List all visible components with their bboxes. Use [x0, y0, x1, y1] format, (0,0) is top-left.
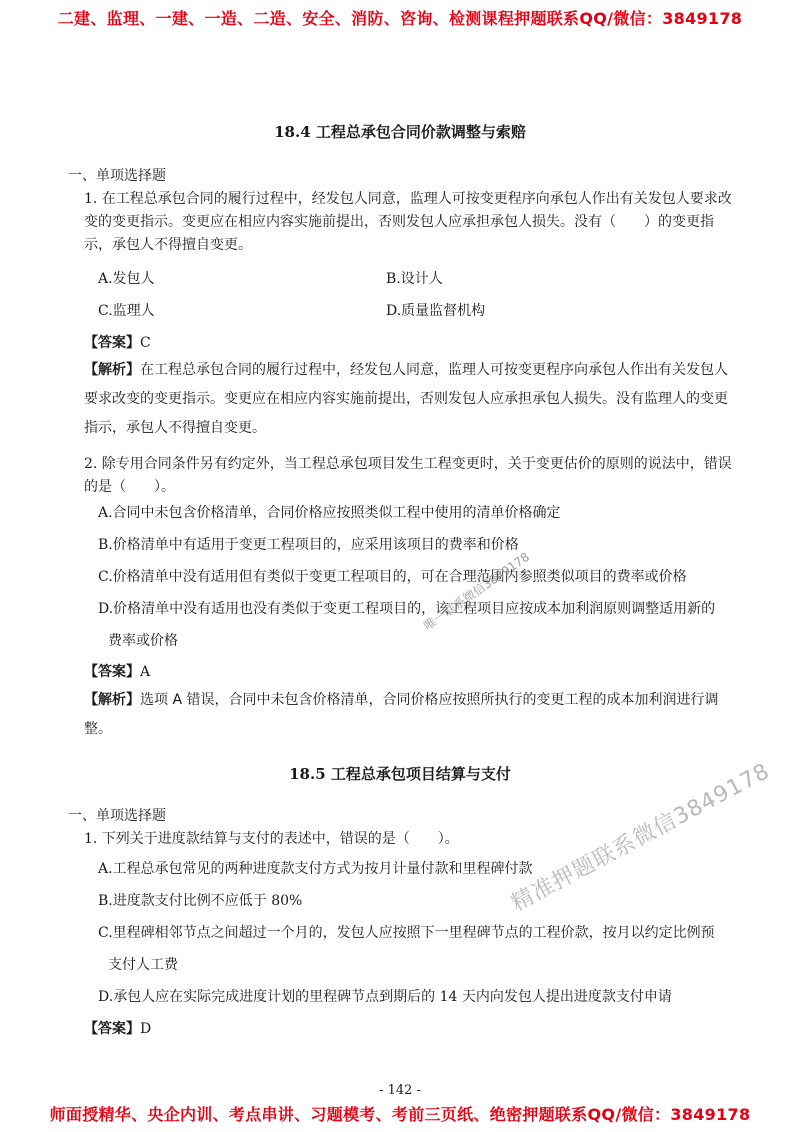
answer-label: 【答案】 — [84, 664, 140, 680]
page-number: - 142 - — [379, 1083, 421, 1098]
s2-q1-option-c-continued: 支付人工费 — [108, 957, 178, 973]
question-2-stem: 2. 除专用合同条件另有约定外，当工程总承包项目发生工程变更时，关于变更估价的原则的说法中，错误的是（ ）。 — [84, 456, 732, 495]
answer-label: 【答案】 — [84, 1021, 140, 1037]
explanation-text: 选项 A 错误，合同中未包含价格清单，合同价格应按照所执行的变更工程的成本加利润进行调整。 — [84, 692, 719, 737]
section-title-18-4: 18.4 工程总承包合同价款调整与索赔 — [274, 123, 526, 141]
q2-option-a: A.合同中未包含价格清单，合同价格应按照类似工程中使用的清单价格确定 — [98, 505, 561, 521]
explanation-label: 【解析】 — [84, 692, 140, 708]
section1-subtitle: 一、单项选择题 — [68, 168, 166, 184]
s2-q1-option-a: A.工程总承包常见的两种进度款支付方式为按月计量付款和里程碑付款 — [98, 861, 533, 877]
q2-explanation — [84, 686, 734, 744]
watermark-large: 精准押题联系微信3849178 — [507, 758, 775, 917]
q2-option-d: D.价格清单中没有适用也没有类似于变更工程项目的，该工程项目应按成本加利润原则调整适用新的 — [98, 601, 716, 617]
answer-value: A — [140, 664, 151, 680]
top-banner: 二建、监理、一建、一造、二造、安全、消防、咨询、检测课程押题联系QQ/微信：3849178 — [57, 9, 743, 28]
q2-option-c: C.价格清单中没有适用但有类似于变更工程项目的，可在合理范围内参照类似项目的费率或价格 — [98, 569, 687, 585]
q2-option-b: B.价格清单中有适用于变更工程项目的，应采用该项目的费率和价格 — [98, 537, 519, 553]
s2-q1-option-d: D.承包人应在实际完成进度计划的里程碑节点到期后的 14 天内向发包人提出进度款支付申请 — [98, 989, 672, 1005]
q1-option-a: A.发包人 — [98, 271, 155, 287]
q1-answer — [84, 332, 151, 352]
explanation-text: 在工程总承包合同的履行过程中，经发包人同意，监理人可按变更程序向承包人作出有关发包人要求改变的变更指示。变更应在相应内容实施前提出，否则发包人应承担承包人损失。没有监理人的变更指示，承包人不得擅自变更。 — [84, 362, 728, 436]
bottom-banner: 师面授精华、央企内训、考点串讲、习题模考、考前三页纸、绝密押题联系QQ/微信：3849178 — [49, 1105, 751, 1124]
s2-q1-option-b: B.进度款支付比例不应低于 80% — [98, 893, 303, 909]
watermark-small: 唯一联系微信3849178 — [421, 549, 532, 634]
section2-subtitle: 一、单项选择题 — [68, 808, 166, 824]
q1-option-b: B.设计人 — [386, 271, 443, 287]
q1-explanation — [84, 356, 734, 443]
s2-q1-option-c: C.里程碑相邻节点之间超过一个月的，发包人应按照下一里程碑节点的工程价款，按月以约定比例预 — [98, 925, 715, 941]
q2-answer — [84, 661, 150, 681]
answer-value: D — [140, 1021, 152, 1037]
answer-value: C — [140, 335, 151, 351]
s2-question-1-stem: 1. 下列关于进度款结算与支付的表述中，错误的是（ ）。 — [84, 831, 459, 847]
section-title-18-5: 18.5 工程总承包项目结算与支付 — [289, 765, 511, 783]
question-1-stem: 1. 在工程总承包合同的履行过程中，经发包人同意，监理人可按变更程序向承包人作出有关发包人要求改变的变更指示。变更应在相应内容实施前提出，否则发包人应承担承包人损失。没有（ ）的变更指示，承包人不得擅自变更。 — [84, 191, 732, 253]
q1-option-c: C.监理人 — [98, 303, 155, 319]
s2-q1-answer — [84, 1018, 151, 1038]
explanation-label: 【解析】 — [84, 362, 140, 378]
answer-label: 【答案】 — [84, 335, 140, 351]
q2-option-d-continued: 费率或价格 — [108, 633, 178, 649]
q1-option-d: D.质量监督机构 — [386, 303, 486, 319]
